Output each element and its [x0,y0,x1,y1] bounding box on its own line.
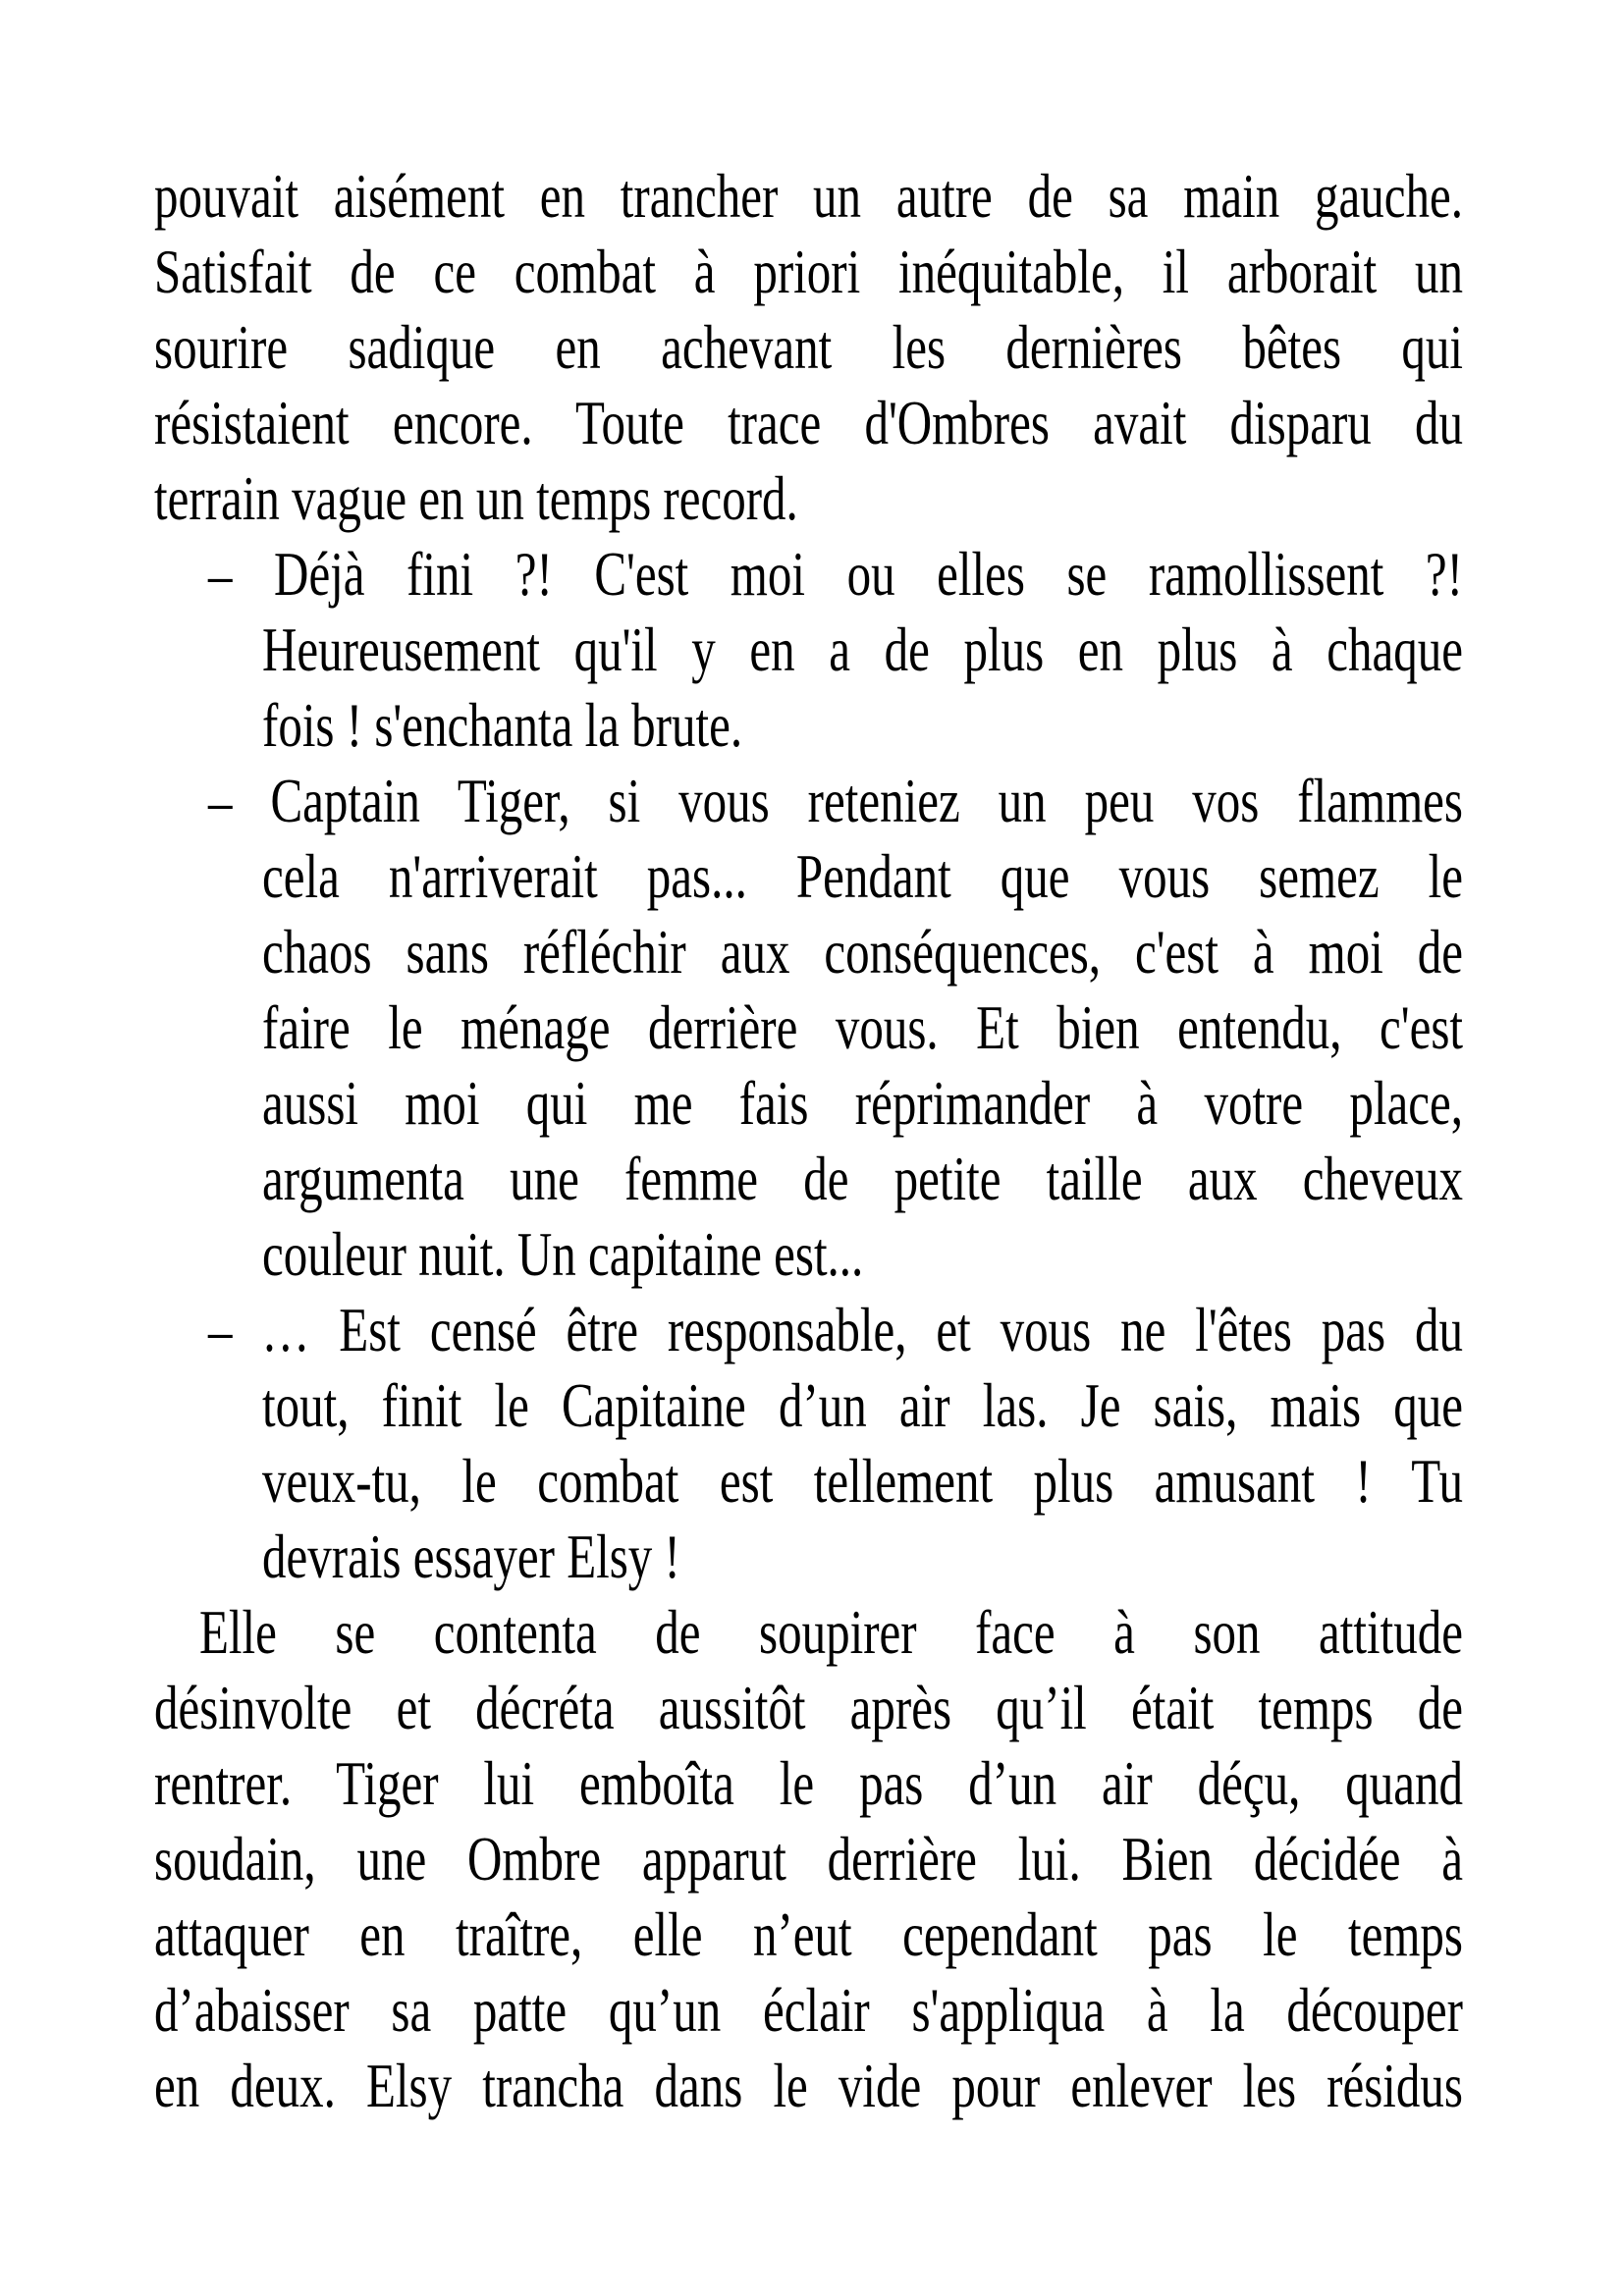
text-line: résistaient encore. Toute trace d'Ombres avait disparu du [154,387,1463,458]
text-line: aussi moi qui me fais réprimander à votre place, [262,1067,1463,1139]
text-line: – … Est censé être responsable, et vous ne l'êtes pas du [208,1294,1463,1365]
text-line: – Déjà fini ?! C'est moi ou elles se ramollissent ?! [208,538,1463,610]
text-line: rentrer. Tiger lui emboîta le pas d’un air déçu, quand [154,1747,1463,1819]
text-line: d’abaisser sa patte qu’un éclair s'appliqua à la découper [154,1974,1463,2046]
text-line: sourire sadique en achevant les dernières bêtes qui [154,311,1463,383]
text-line: en deux. Elsy trancha dans le vide pour enlever les résidus [154,2050,1463,2121]
text-line: chaos sans réfléchir aux conséquences, c'est à moi de [262,916,1463,988]
text-line: attaquer en traître, elle n’eut cependant pas le temps [154,1898,1463,1970]
text-line: veux-tu, le combat est tellement plus amusant ! Tu [262,1445,1463,1517]
dialogue-paragraph [154,536,1463,763]
dialogue-paragraph [154,1292,1463,1594]
text-line: désinvolte et décréta aussitôt après qu’il était temps de [154,1672,1463,1743]
text-line: fois ! s'enchanta la brute. [262,689,743,761]
text-line: pouvait aisément en trancher un autre de sa main gauche. [154,160,1463,232]
text-line: – Captain Tiger, si vous reteniez un peu vos flammes [208,765,1463,836]
text-line: Satisfait de ce combat à priori inéquitable, il arborait un [154,236,1463,307]
paragraph [154,158,1463,536]
dialogue-paragraph [154,763,1463,1292]
text-block [154,158,1463,2123]
text-line: soudain, une Ombre apparut derrière lui. Bien décidée à [154,1823,1463,1895]
text-line: Heureusement qu'il y en a de plus en plus à chaque [262,614,1463,685]
text-line: argumenta une femme de petite taille aux cheveux [262,1143,1463,1214]
text-line: tout, finit le Capitaine d’un air las. Je sais, mais que [262,1369,1463,1441]
text-line: Elle se contenta de soupirer face à son attitude [199,1596,1463,1668]
text-line: devrais essayer Elsy ! [262,1521,680,1592]
text-line: faire le ménage derrière vous. Et bien entendu, c'est [262,991,1463,1063]
paragraph [154,1594,1463,2123]
text-line: terrain vague en un temps record. [154,462,798,534]
text-line: cela n'arriverait pas... Pendant que vous semez le [262,840,1463,912]
text-line: couleur nuit. Un capitaine est... [262,1218,864,1290]
